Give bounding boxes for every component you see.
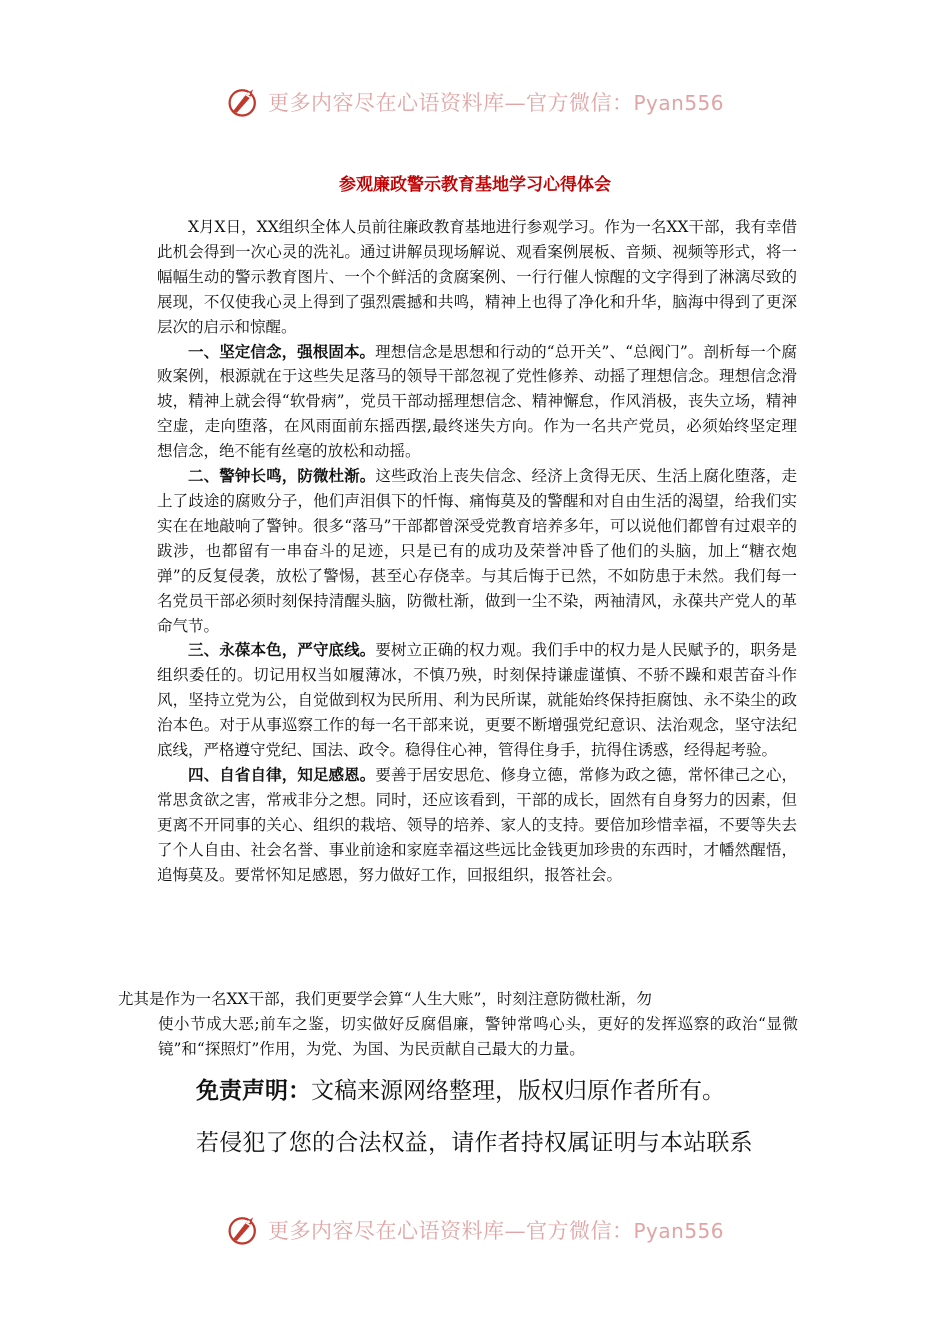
wechat-id: Pyan556 xyxy=(633,91,725,115)
pen-nib-circle-icon xyxy=(226,1212,262,1248)
closing-line-1: 尤其是作为一名XX干部，我们更要学会算“人生大账”，时刻注意防微杜渐，勿 xyxy=(118,990,652,1008)
section-1-paragraph: 一、坚定信念，强根固本。理想信念是思想和行动的“总开关”、“总阀门”。剖析每一个腐败案例，根源就在于这些失足落马的领导干部忽视了党性修养、动摇了理想信念。理想信念滑坡，精神上就会得“软骨病”，党员干部动摇理想信念、精神懈怠，作风消极，丧失立场，精神空虚，走向堕落，在风雨面前东摇西摆,最终迷失方向。作为一名共产党员，必须始终坚定理想信念，绝不能有丝毫的放松和动摇。 xyxy=(157,342,797,461)
section-1-heading: 一、坚定信念，强根固本。 xyxy=(188,342,376,361)
section-2-paragraph: 二、警钟长鸣，防微杜渐。这些政治上丧失信念、经济上贪得无厌、生活上腐化堕落，走上了歧途的腐败分子，他们声泪俱下的忏悔、痛悔莫及的警醒和对自由生活的渴望，给我们实实在在地敲响了警钟。很多“落马”干部都曾深受党教育培养多年，可以说他们都曾有过艰辛的跋涉，也都留有一串奋斗的足迹，只是已有的成功及荣誉冲昏了他们的头脑，加上“糖衣炮弹”的反复侵袭，放松了警惕，甚至心存侥幸。与其后悔于已然，不如防患于未然。我们每一名党员干部必须时刻保持清醒头脑，防微杜渐，做到一尘不染，两袖清风，永葆共产党人的革命气节。 xyxy=(157,467,797,635)
article-body xyxy=(157,215,797,887)
section-2-heading: 二、警钟长鸣，防微杜渐。 xyxy=(188,467,376,486)
closing-paragraph xyxy=(118,987,798,1062)
footer-banner xyxy=(226,1210,746,1250)
banner-text: 更多内容尽在心语资料库—官方微信：Pyan556 xyxy=(268,91,725,115)
section-4-paragraph: 四、自省自律，知足感恩。要善于居安思危、修身立德，常修为政之德，常怀律己之心，常思贪欲之害，常戒非分之想。同时，还应该看到，干部的成长，固然有自身努力的因素，但更离不开同事的关心、组织的栽培、领导的培养、家人的支持。要倍加珍惜幸福，不要等失去了个人自由、社会名誉、事业前途和家庭幸福这些远比金钱更加珍贵的东西时，才幡然醒悟，追悔莫及。要常怀知足感恩，努力做好工作，回报组织，报答社会。 xyxy=(157,765,797,884)
page-title: 参观廉政警示教育基地学习心得体会 xyxy=(339,175,611,195)
header-banner xyxy=(226,82,746,122)
section-3-paragraph: 三、永葆本色，严守底线。要树立正确的权力观。我们手中的权力是人民赋予的，职务是组织委任的。切记用权当如履薄冰，不慎乃殃，时刻保持谦虚谨慎、不骄不躁和艰苦奋斗作风，坚持立党为公，自觉做到权为民所用、利为民所谋，就能始终保持拒腐蚀、永不染尘的政治本色。对于从事巡察工作的每一名干部来说，更要不断增强党纪意识、法治观念，坚守法纪底线，严格遵守党纪、国法、政令。稳得住心神，管得住身手，抗得住诱惑，经得起考验。 xyxy=(157,641,797,760)
section-3-heading: 三、永葆本色，严守底线。 xyxy=(188,641,376,660)
section-4-heading: 四、自省自律，知足感恩。 xyxy=(188,765,376,784)
disclaimer-line-1: 免责声明：文稿来源网络整理，版权归原作者所有。 xyxy=(196,1078,725,1104)
pen-nib-circle-icon xyxy=(226,84,262,120)
intro-paragraph: X月X日，XX组织全体人员前往廉政教育基地进行参观学习。作为一名XX干部，我有幸借此机会得到一次心灵的洗礼。通过讲解员现场解说、观看案例展板、音频、视频等形式，将一幅幅生动的警示教育图片、一个个鲜活的贪腐案例、一行行催人惊醒的文字得到了淋漓尽致的展现，不仅使我心灵上得到了强烈震撼和共鸣，精神上也得了净化和升华，脑海中得到了更深层次的启示和惊醒。 xyxy=(157,218,797,336)
banner-text: 更多内容尽在心语资料库—官方微信：Pyan556 xyxy=(268,1219,725,1243)
disclaimer-line-2: 若侵犯了您的合法权益，请作者持权属证明与本站联系 xyxy=(196,1130,753,1156)
closing-rest: 使小节成大恶;前车之鉴，切实做好反腐倡廉，警钟常鸣心头，更好的发挥巡察的政治“显微镜”和“探照灯”作用，为党、为国、为民贡献自己最大的力量。 xyxy=(158,1014,798,1058)
disclaimer-label: 免责声明： xyxy=(196,1078,311,1104)
wechat-id: Pyan556 xyxy=(633,1219,725,1243)
